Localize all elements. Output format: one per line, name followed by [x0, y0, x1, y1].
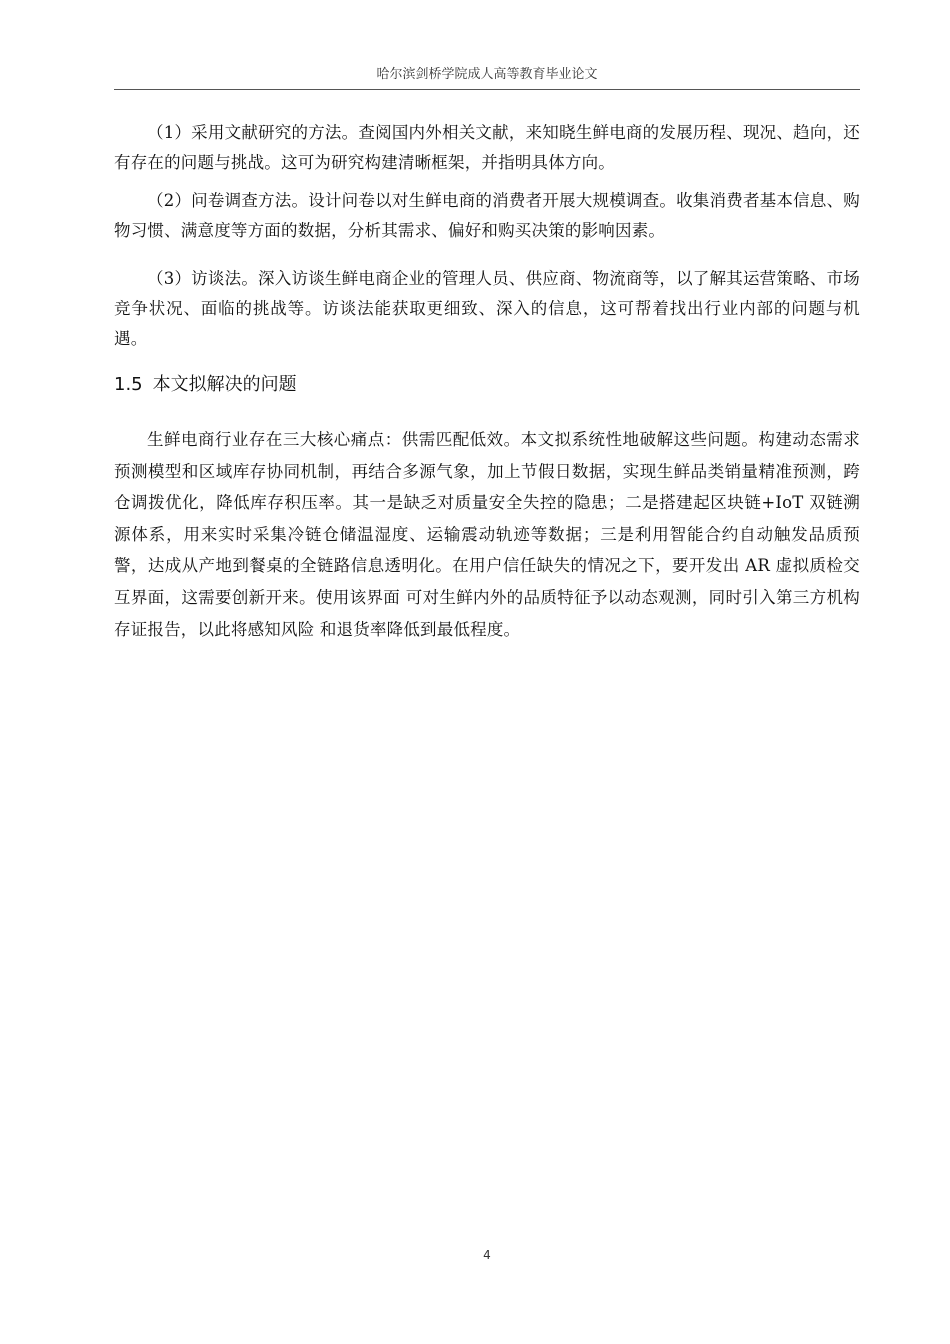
method-literature-paragraph: （1）采用文献研究的方法。查阅国内外相关文献，来知晓生鲜电商的发展历程、现况、趋向，还有存在的问题与挑战。这可为研究构建清晰框架，并指明具体方向。 — [114, 123, 860, 172]
page-header: 哈尔滨剑桥学院成人高等教育毕业论文 — [376, 67, 598, 82]
header-divider — [114, 89, 860, 90]
section-title: 本文拟解决的问题 — [152, 374, 297, 395]
method-interview-paragraph: （3）访谈法。深入访谈生鲜电商企业的管理人员、供应商、物流商等，以了解其运营策略、市场竞争状况、面临的挑战等。访谈法能获取更细致、深入的信息，这可帮着找出行业内部的问题与机遇。 — [114, 269, 860, 348]
section-number: 1.5 — [114, 374, 143, 395]
section-heading — [114, 368, 297, 402]
method-questionnaire-paragraph: （2）问卷调查方法。设计问卷以对生鲜电商的消费者开展大规模调查。收集消费者基本信息、购物习惯、满意度等方面的数据，分析其需求、偏好和购买决策的影响因素。 — [114, 191, 860, 240]
page-number: 4 — [483, 1248, 491, 1262]
section-body-paragraph: 生鲜电商行业存在三大核心痛点：供需匹配低效。本文拟系统性地破解这些问题。构建动态需求预测模型和区域库存协同机制，再结合多源气象，加上节假日数据，实现生鲜品类销量精准预测，跨仓调拨优化，降低库存积压率。其一是缺乏对质量安全失控的隐患；二是搭建起区块链+IoT 双链溯源体系，用来实时采集冷链仓储温湿度、运输震动轨迹等数据；三是利用智能合约自动触发品质预警，达成从产地到餐桌的全链路信息透明化。在用户信任缺失的情况之下，要开发出 AR 虚拟质检交互界面，这需要创新开来。使用该界面 可对生鲜内外的品质特征予以动态观测，同时引入第三方机构存证报告，以此将感知风险 和退货率降低到最低程度。 — [114, 430, 860, 639]
